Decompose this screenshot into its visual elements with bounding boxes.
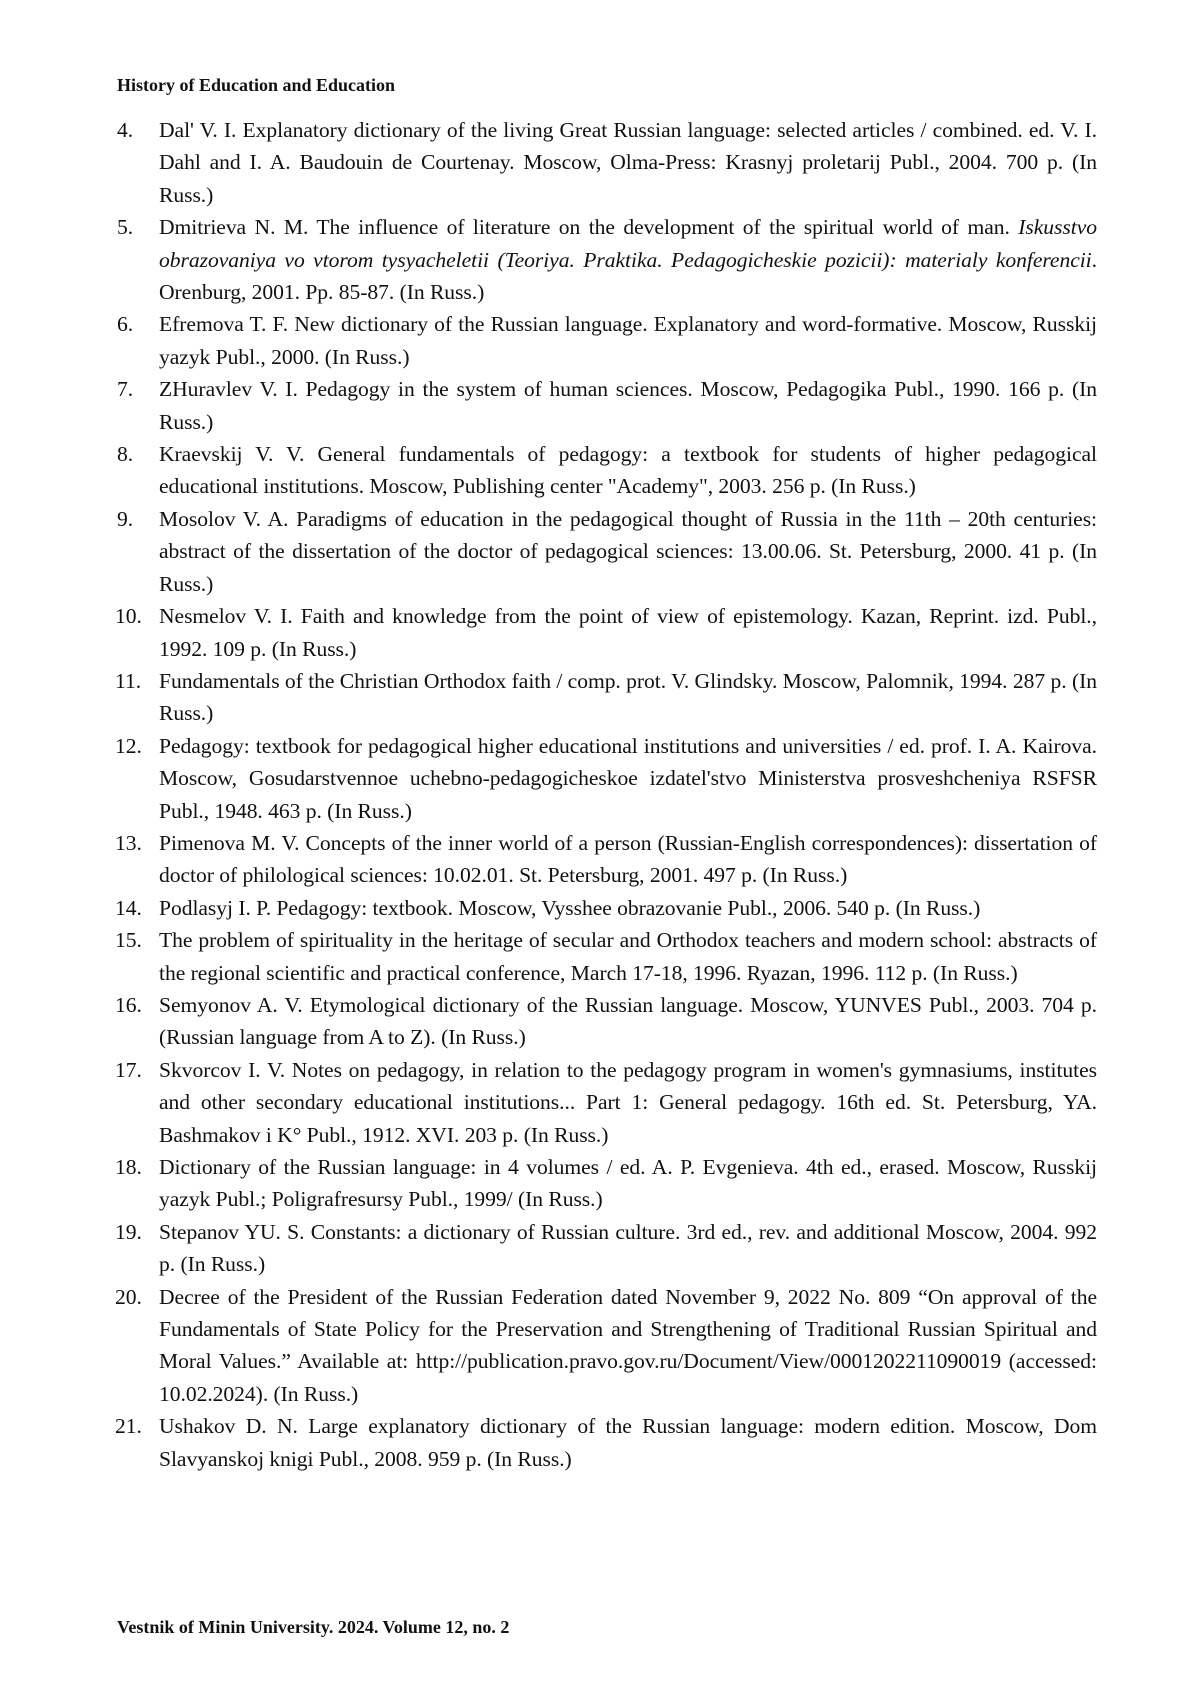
running-footer: Vestnik of Minin University. 2024. Volume 12, no. 2 <box>117 1617 510 1637</box>
reference-text: Podlasyj I. P. Pedagogy: textbook. Moscow, Vysshee obrazovanie Publ., 2006. 540 p. (In Russ.) <box>159 895 981 920</box>
reference-number: 11. <box>115 668 142 693</box>
reference-item <box>117 308 1097 373</box>
reference-text: Stepanov YU. S. Constants: a dictionary of Russian culture. 3rd ed., rev. and additional Moscow, 2004. 992 p. (In Russ.) <box>159 1219 1097 1277</box>
reference-text <box>159 211 1097 308</box>
reference-text: Dal' V. I. Explanatory dictionary of the living Great Russian language: selected articles / combined. ed. V. I. Dahl and I. A. Baudouin de Courtenay. Moscow, Olma-Press: Krasnyj proletarij Publ., 2004. 700 p. (In Russ.) <box>159 118 1097 207</box>
reference-number: 20. <box>115 1284 142 1309</box>
reference-item <box>117 827 1097 892</box>
reference-number: 9. <box>117 506 134 531</box>
reference-item <box>117 892 1097 924</box>
reference-item <box>117 1151 1097 1216</box>
reference-text: The problem of spirituality in the heritage of secular and Orthodox teachers and modern school: abstracts of the regional scientific and practical conference, March 17-18, 1996. Ryazan, 1996. 112 p. (In Russ.) <box>159 928 1097 985</box>
reference-item <box>117 503 1097 600</box>
reference-list <box>117 114 1097 1475</box>
reference-text: Fundamentals of the Christian Orthodox faith / comp. prot. V. Glindsky. Moscow, Palomnik, 1994. 287 p. (In Russ.) <box>159 668 1097 726</box>
reference-number: 17. <box>115 1057 142 1082</box>
reference-item <box>117 114 1097 211</box>
reference-text: Mosolov V. A. Paradigms of education in the pedagogical thought of Russia in the 11th – 20th centuries: abstract of the dissertation of the doctor of pedagogical sciences: 13.00.06. St. Petersburg, 2000. 41 p. (In Russ.) <box>159 506 1097 596</box>
reference-text: Pedagogy: textbook for pedagogical higher educational institutions and universities / ed. prof. I. A. Kairova. Moscow, Gosudarstvennoe uchebno-pedagogicheskoe izdatel'stvo Ministerstva prosveshcheniya RSFSR Publ., 1948. 463 p. (In Russ.) <box>159 733 1097 823</box>
reference-text: Skvorcov I. V. Notes on pedagogy, in relation to the pedagogy program in women's gymnasiums, institutes and other secondary educational institutions... Part 1: General pedagogy. 16th ed. St. Petersburg, YA. Bashmakov i K° Publ., 1912. XVI. 203 p. (In Russ.) <box>159 1057 1097 1147</box>
reference-number: 15. <box>115 928 142 953</box>
reference-number: 6. <box>117 312 134 337</box>
reference-item <box>117 1281 1097 1411</box>
reference-text: Efremova T. F. New dictionary of the Russian language. Explanatory and word-formative. Moscow, Russkij yazyk Publ., 2000. (In Russ.) <box>159 312 1097 369</box>
reference-text: Nesmelov V. I. Faith and knowledge from the point of view of epistemology. Kazan, Reprint. izd. Publ., 1992. 109 p. (In Russ.) <box>159 604 1097 661</box>
reference-source-title: Iskusstvo obrazovaniya vo vtorom tysyacheletii (Teoriya. Praktika. Pedagogicheskie pozicii): materialy konferencii <box>159 215 1097 272</box>
reference-item <box>117 438 1097 503</box>
reference-text: Semyonov A. V. Etymological dictionary of the Russian language. Moscow, YUNVES Publ., 2003. 704 p. (Russian language from A to Z). (In Russ.) <box>159 992 1097 1050</box>
reference-number: 14. <box>115 895 142 920</box>
reference-item <box>117 600 1097 665</box>
reference-item <box>117 665 1097 730</box>
reference-text: ZHuravlev V. I. Pedagogy in the system of human sciences. Moscow, Pedagogika Publ., 1990. 166 p. (In Russ.) <box>159 377 1097 434</box>
reference-item <box>117 989 1097 1054</box>
reference-number: 13. <box>115 830 142 855</box>
reference-number: 19. <box>115 1219 142 1244</box>
reference-text-tail: . Orenburg, 2001. Pp. 85-87. (In Russ.) <box>159 247 1097 305</box>
reference-number: 5. <box>117 215 134 240</box>
reference-number: 4. <box>117 118 134 142</box>
reference-number: 10. <box>115 604 142 629</box>
running-header: History of Education and Education <box>117 75 396 95</box>
reference-item <box>117 1054 1097 1151</box>
reference-item <box>117 1216 1097 1281</box>
reference-number: 16. <box>115 992 142 1017</box>
reference-text: Dictionary of the Russian language: in 4 volumes / ed. A. P. Evgenieva. 4th ed., erased. Moscow, Russkij yazyk Publ.; Poligrafresursy Publ., 1999/ (In Russ.) <box>159 1155 1097 1212</box>
reference-text: Ushakov D. N. Large explanatory dictionary of the Russian language: modern edition. Moscow, Dom Slavyanskoj knigi Publ., 2008. 959 p. (In Russ.) <box>159 1414 1097 1471</box>
reference-number: 12. <box>115 733 142 758</box>
reference-item <box>117 211 1097 308</box>
reference-text: Decree of the President of the Russian Federation dated November 9, 2022 No. 809 “On approval of the Fundamentals of State Policy for the Preservation and Strengthening of Traditional Russian Spiritual and Moral Values.” Available at: http://publication.pravo.gov.ru/Document/View/0001202211090019 (accessed: 10.02.2024). (In Russ.) <box>159 1284 1097 1406</box>
reference-text-lead: Dmitrieva N. M. The influence of literature on the development of the spiritual world of man. <box>159 215 1019 240</box>
reference-item <box>117 730 1097 827</box>
reference-number: 7. <box>117 377 134 402</box>
reference-item <box>117 1410 1097 1475</box>
reference-number: 8. <box>117 442 134 467</box>
reference-text: Pimenova M. V. Concepts of the inner world of a person (Russian-English correspondences): dissertation of doctor of philological sciences: 10.02.01. St. Petersburg, 2001. 497 p. (In Russ.) <box>159 830 1097 888</box>
reference-number: 21. <box>115 1414 142 1439</box>
reference-item <box>117 373 1097 438</box>
reference-text: Kraevskij V. V. General fundamentals of pedagogy: a textbook for students of higher pedagogical educational institutions. Moscow, Publishing center "Academy", 2003. 256 p. (In Russ.) <box>159 442 1097 499</box>
reference-number: 18. <box>115 1155 142 1179</box>
reference-item <box>117 924 1097 989</box>
